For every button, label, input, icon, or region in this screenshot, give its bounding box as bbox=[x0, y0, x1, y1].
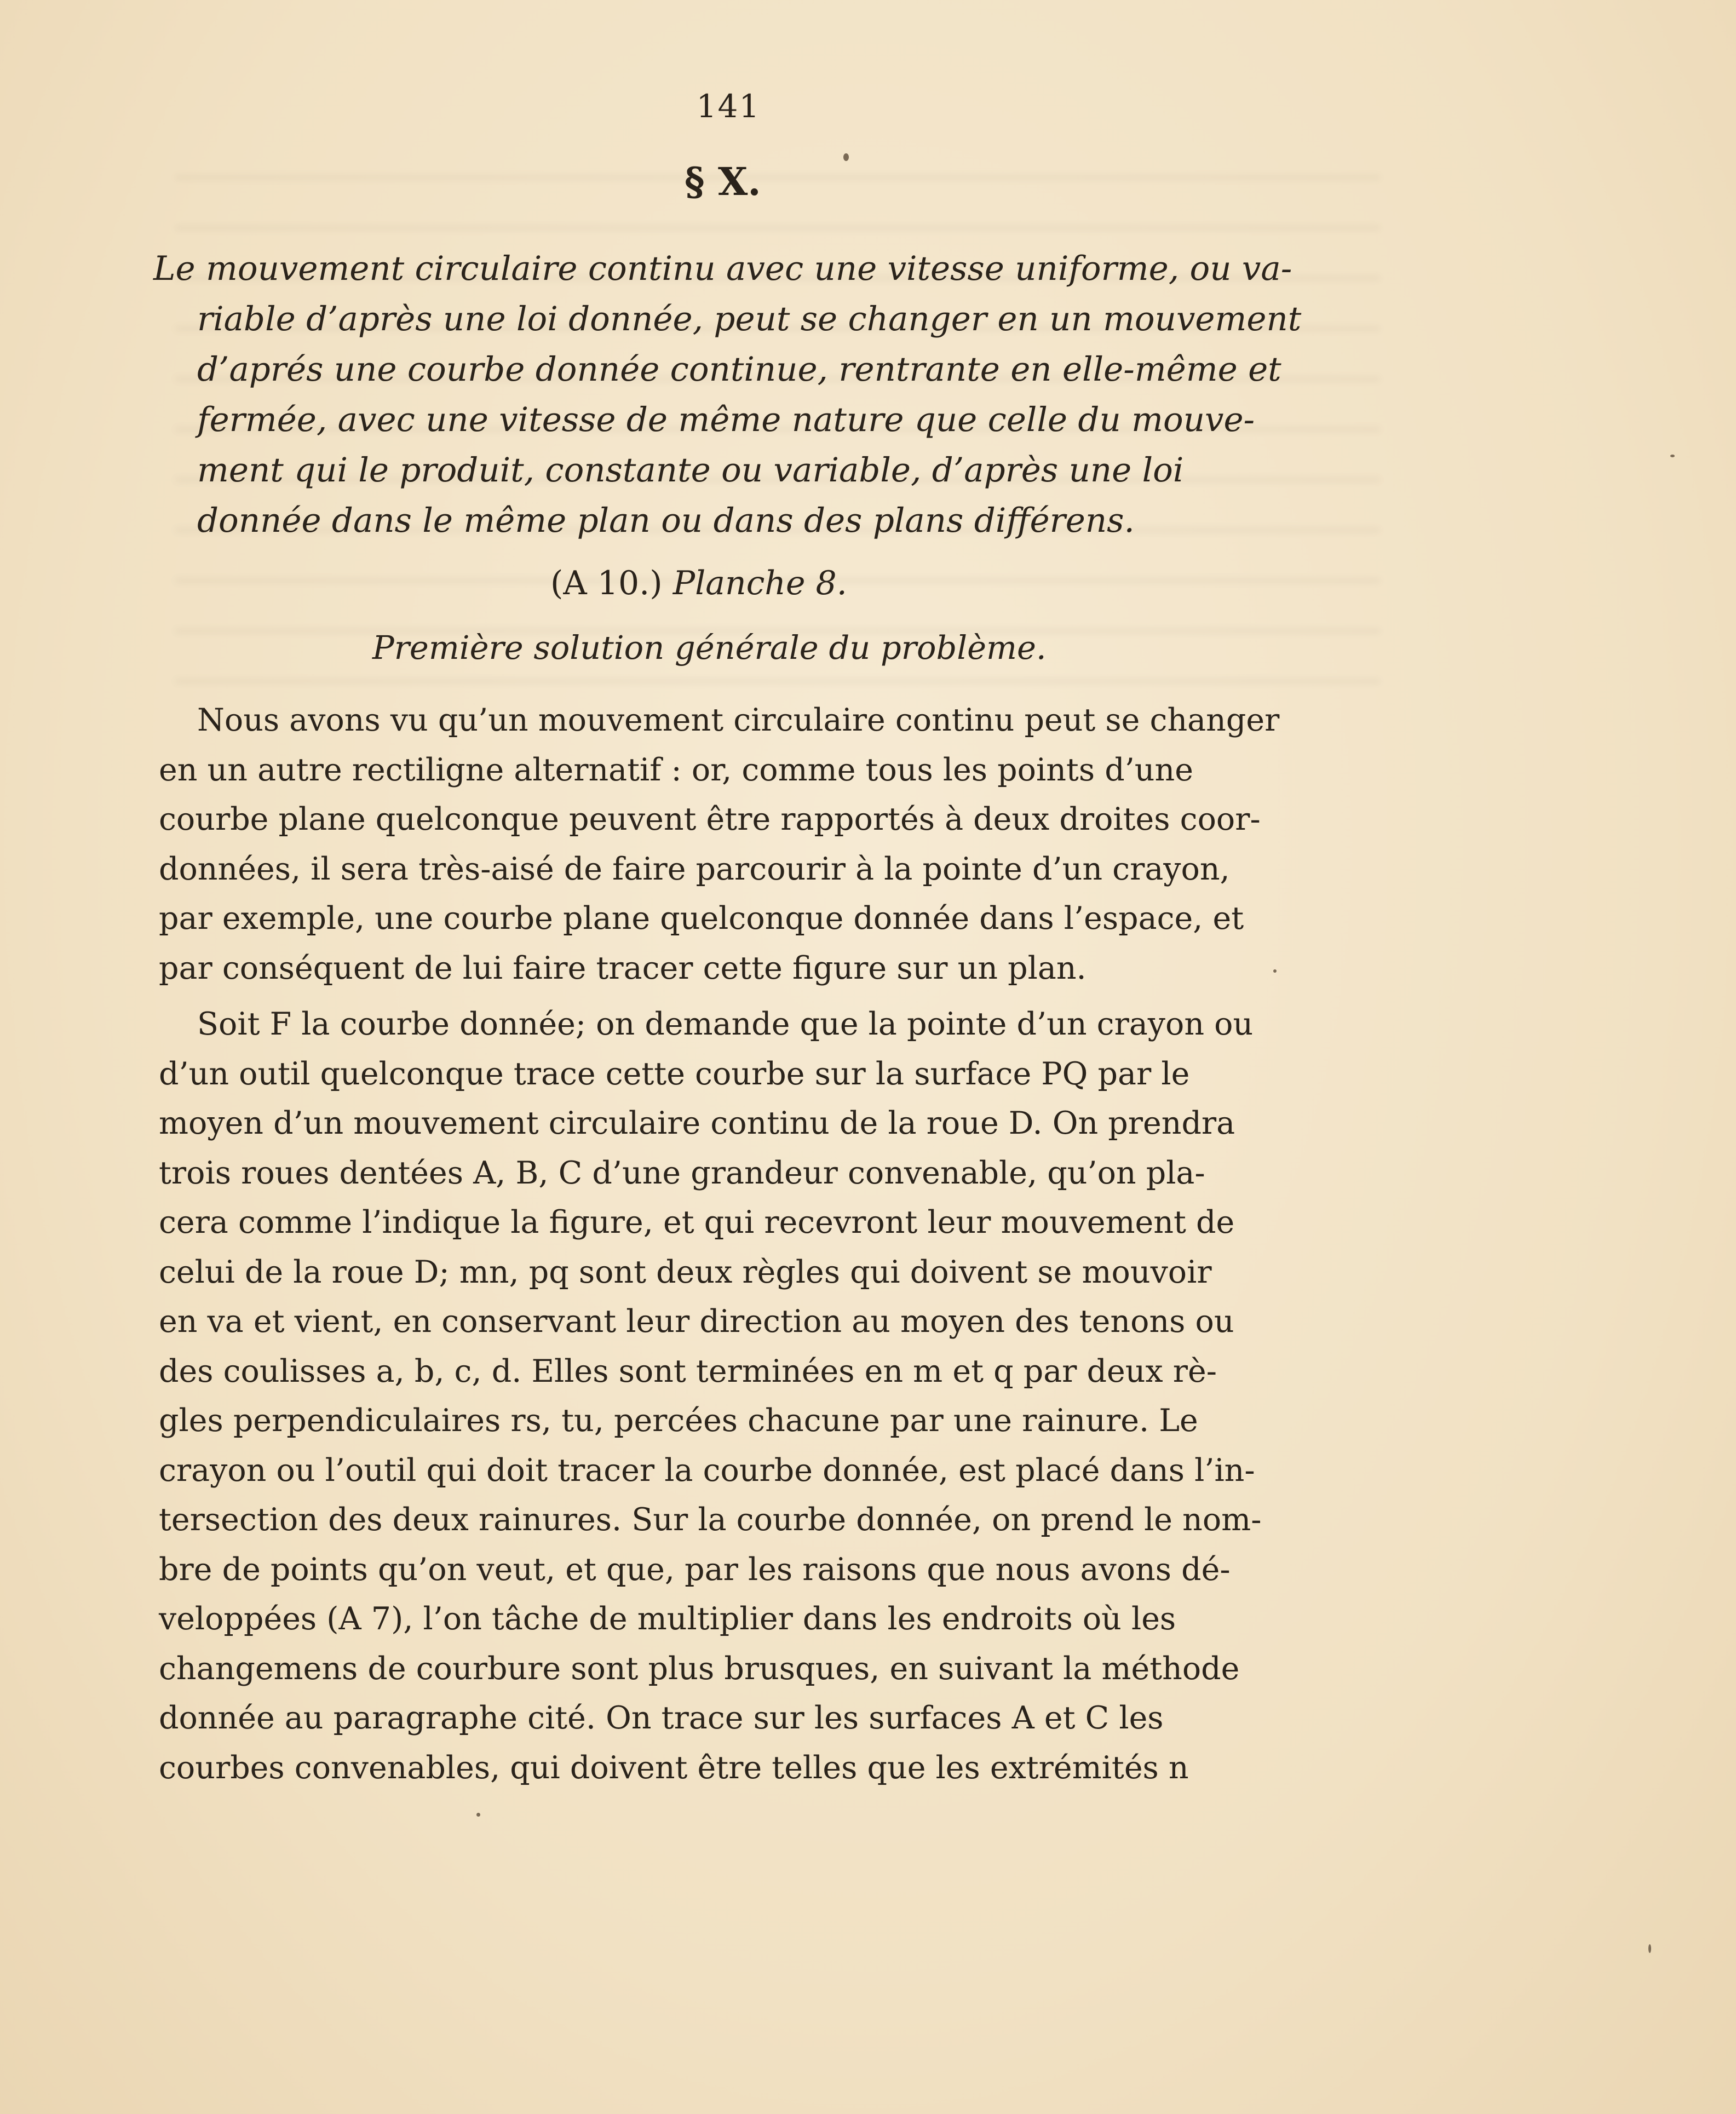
paragraph-1-line: courbe plane quelconque peuvent être rapportés à deux droites coor- bbox=[159, 801, 1261, 837]
paragraph-2-line: courbes convenables, qui doivent être telles que les extrémités n bbox=[159, 1749, 1189, 1786]
paragraph-2-line: celui de la roue D; mn, pq sont deux règles qui doivent se mouvoir bbox=[159, 1254, 1212, 1290]
paragraph-1-line: en un autre rectiligne alternatif : or, comme tous les points d’une bbox=[159, 751, 1193, 788]
paper-speck bbox=[843, 153, 849, 161]
body-text bbox=[159, 696, 1325, 1793]
paragraph-2-line: cera comme l’indique la figure, et qui recevront leur mouvement de bbox=[159, 1204, 1235, 1240]
plate-code: (A 10.) bbox=[550, 564, 663, 602]
paragraph-2-line: Soit F la courbe donnée; on demande que la pointe d’un crayon ou bbox=[197, 1006, 1254, 1042]
italic-statement bbox=[153, 244, 1314, 546]
solution-title: Première solution générale du problème. bbox=[372, 629, 1047, 667]
paragraph-2-line: veloppées (A 7), l’on tâche de multiplier dans les endroits où les bbox=[159, 1601, 1176, 1637]
plate-reference bbox=[550, 564, 847, 602]
section-heading: § X. bbox=[685, 159, 761, 204]
paragraph-1-line: par exemple, une courbe plane quelconque donnée dans l’espace, et bbox=[159, 900, 1244, 937]
paragraph-2-line: bre de points qu’on veut, et que, par les raisons que nous avons dé- bbox=[159, 1551, 1231, 1588]
statement-line: fermée, avec une vitesse de même nature que celle du mouve- bbox=[197, 400, 1255, 439]
paragraph-2-line: gles perpendiculaires rs, tu, percées chacune par une rainure. Le bbox=[159, 1403, 1198, 1439]
paragraph-2-line: changemens de courbure sont plus brusques, en suivant la méthode bbox=[159, 1650, 1240, 1687]
paper-speck bbox=[476, 1813, 480, 1817]
paragraph-2-line: tersection des deux rainures. Sur la courbe donnée, on prend le nom- bbox=[159, 1502, 1262, 1538]
paper-speck bbox=[1273, 969, 1277, 973]
plate-name: Planche 8. bbox=[672, 564, 847, 602]
paragraph-2-line: moyen d’un mouvement circulaire continu de la roue D. On prendra bbox=[159, 1105, 1235, 1141]
paragraph-1-line: par conséquent de lui faire tracer cette figure sur un plan. bbox=[159, 950, 1087, 986]
statement-line: Le mouvement circulaire continu avec une vitesse uniforme, ou va- bbox=[153, 249, 1292, 288]
paragraph-2-line: d’un outil quelconque trace cette courbe sur la surface PQ par le bbox=[159, 1055, 1190, 1092]
paragraph-gap bbox=[159, 993, 1325, 999]
paper-speck bbox=[1670, 455, 1675, 457]
paragraph-1-line: Nous avons vu qu’un mouvement circulaire continu peut se changer bbox=[197, 702, 1280, 738]
paragraph-2-line: des coulisses a, b, c, d. Elles sont terminées en m et q par deux rè- bbox=[159, 1353, 1217, 1389]
statement-line: donnée dans le même plan ou dans des plans différens. bbox=[197, 501, 1135, 540]
statement-line: riable d’après une loi donnée, peut se changer en un mouvement bbox=[197, 300, 1302, 338]
paragraph-2-line: donnée au paragraphe cité. On trace sur les surfaces A et C les bbox=[159, 1700, 1164, 1736]
paragraph-2-line: trois roues dentées A, B, C d’une grandeur convenable, qu’on pla- bbox=[159, 1154, 1205, 1191]
statement-line: d’aprés une courbe donnée continue, rentrante en elle-même et bbox=[197, 350, 1281, 389]
paragraph-2-line: en va et vient, en conservant leur direction au moyen des tenons ou bbox=[159, 1303, 1234, 1340]
statement-line: ment qui le produit, constante ou variable, d’après une loi bbox=[197, 451, 1184, 490]
paper-speck bbox=[1648, 1944, 1651, 1953]
paragraph-2-line: crayon ou l’outil qui doit tracer la courbe donnée, est placé dans l’in- bbox=[159, 1452, 1255, 1489]
paragraph-1-line: données, il sera très-aisé de faire parcourir à la pointe d’un crayon, bbox=[159, 851, 1230, 887]
page-number: 141 bbox=[696, 88, 761, 125]
